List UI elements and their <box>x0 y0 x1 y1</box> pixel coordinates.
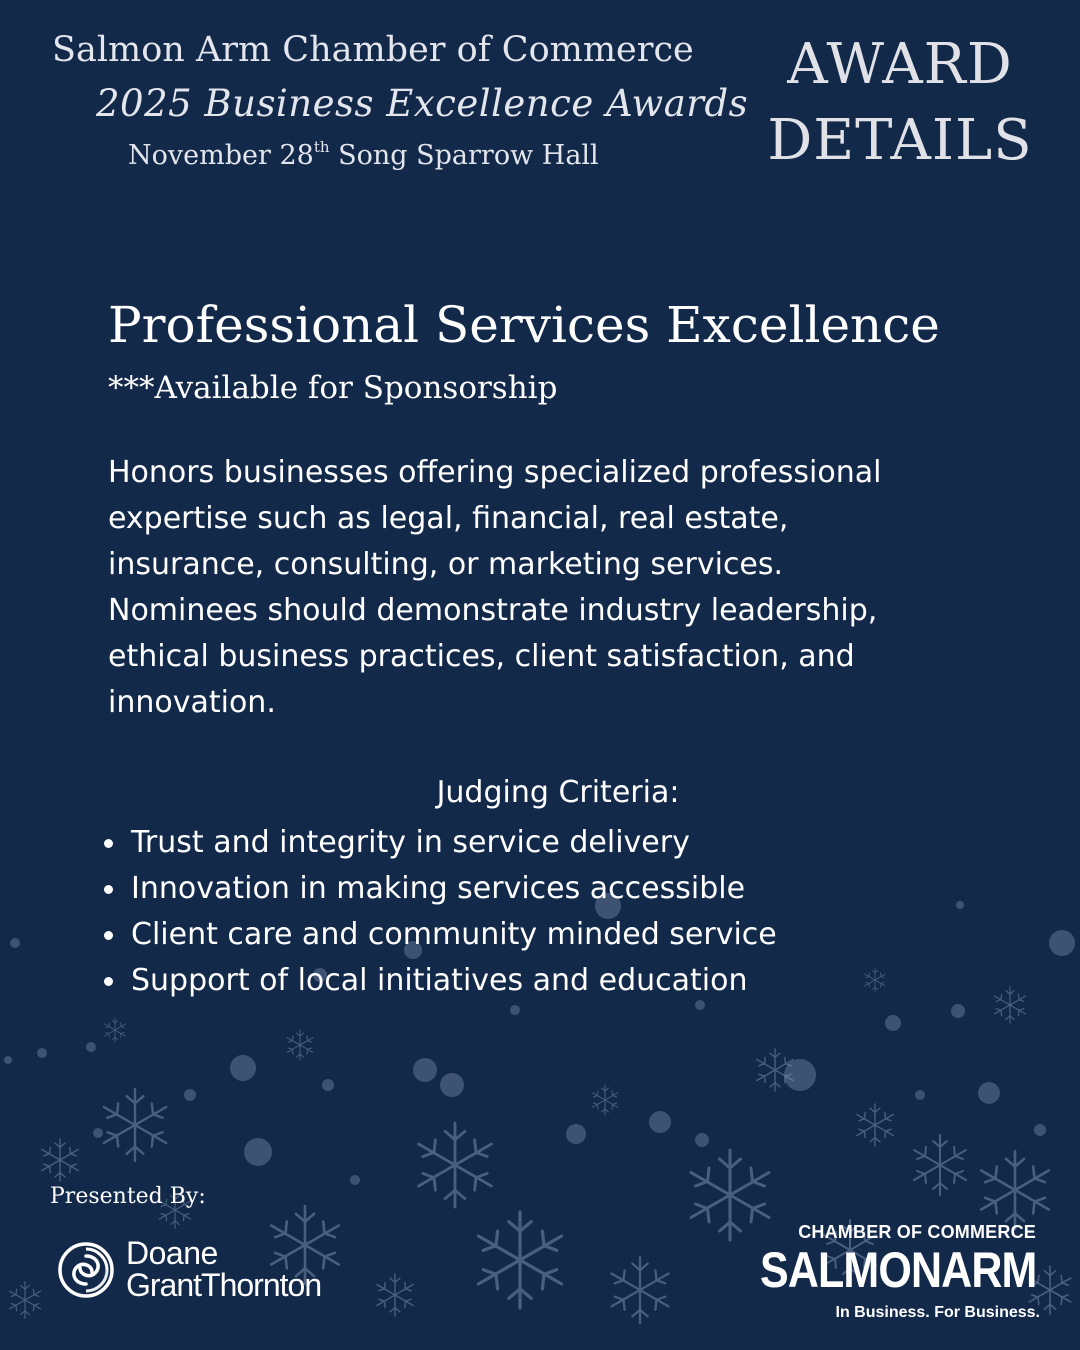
description-line: ethical business practices, client satisfaction, and <box>108 639 855 674</box>
chamber-logo-main-text: SALMONARM <box>760 1242 1037 1298</box>
sponsorship-note: ***Available for Sponsorship <box>108 370 558 406</box>
event-venue: Song Sparrow Hall <box>338 140 599 171</box>
criteria-item-text: Support of local initiatives and education <box>131 963 748 998</box>
description-line: Honors businesses offering specialized professional <box>108 455 882 490</box>
chamber-name-heading: Salmon Arm Chamber of Commerce <box>52 30 694 70</box>
description-line: expertise such as legal, financial, real estate, <box>108 501 789 536</box>
judging-criteria-list <box>100 820 1000 1004</box>
chamber-logo <box>760 1222 1050 1332</box>
criteria-item <box>100 912 1000 958</box>
awards-event-title: 2025 Business Excellence Awards <box>96 82 749 125</box>
description-line: innovation. <box>108 685 276 720</box>
award-title: Professional Services Excellence <box>108 296 940 354</box>
sponsor-swirl-icon <box>56 1240 116 1300</box>
criteria-item-text: Innovation in making services accessible <box>131 871 746 906</box>
criteria-item-text: Trust and integrity in service delivery <box>131 825 690 860</box>
description-line: Nominees should demonstrate industry leadership, <box>108 593 878 628</box>
presented-by-label: Presented By: <box>50 1184 206 1209</box>
chamber-logo-tagline: In Business. For Business. <box>835 1304 1040 1321</box>
bullet-icon <box>104 931 113 940</box>
judging-criteria-heading: Judging Criteria: <box>436 775 680 810</box>
bullet-icon <box>104 885 113 894</box>
event-date-suffix: th <box>313 138 330 156</box>
sponsor-name-line1: Doane <box>126 1235 218 1271</box>
criteria-item <box>100 820 1000 866</box>
chamber-logo-top-text: CHAMBER OF COMMERCE <box>798 1222 1036 1242</box>
award-description <box>108 450 988 726</box>
description-line: insurance, consulting, or marketing services. <box>108 547 784 582</box>
sponsor-logo <box>56 1236 356 1308</box>
criteria-item <box>100 958 1000 1004</box>
criteria-item-text: Client care and community minded service <box>131 917 777 952</box>
sponsor-name-line2: GrantThornton <box>126 1267 322 1303</box>
event-date: November 28 <box>128 140 314 171</box>
award-details-heading-line1: AWARD <box>787 32 1013 97</box>
bullet-icon <box>104 839 113 848</box>
bullet-icon <box>104 977 113 986</box>
criteria-item <box>100 866 1000 912</box>
event-date-venue <box>128 138 648 171</box>
award-details-heading-line2: DETAILS <box>767 108 1033 173</box>
